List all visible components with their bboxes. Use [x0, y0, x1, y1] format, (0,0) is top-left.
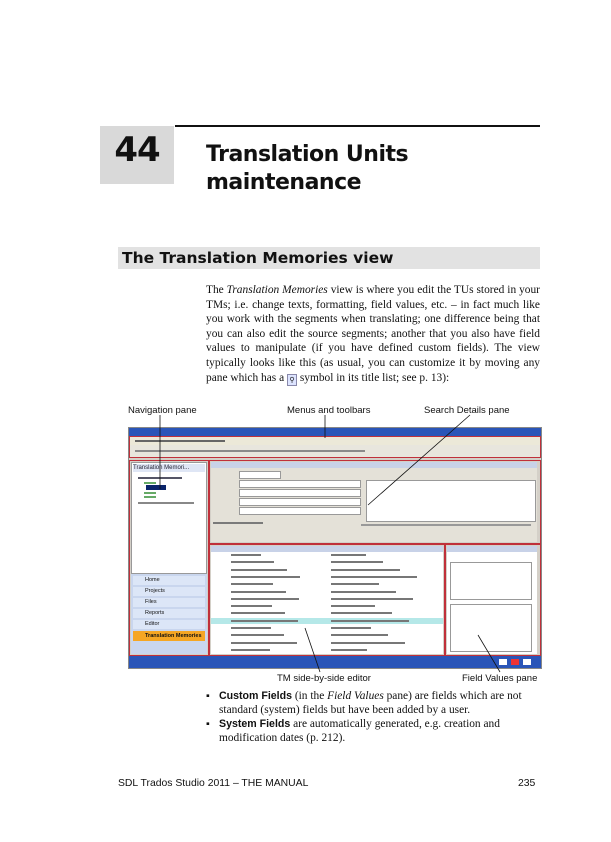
caption-search: Search Details pane	[424, 405, 510, 416]
nav-button-editor[interactable]: Editor	[133, 620, 205, 629]
chapter-title-line1: Translation Units	[206, 142, 409, 167]
intro-text-2: view is where you edit the TUs stored in your TMs; i.e. change texts, formatting, field values, etc. – in fact much like you work with the segments when translating; one difference being that you can also edit the source segments; another that you also have field values to manipulate (if you have defined custom fields). The view typically looks like this (as usual, you can customize it by moving any pane which has a	[206, 284, 540, 384]
nav-button-projects[interactable]: Projects	[133, 587, 205, 596]
bullet-list	[206, 689, 540, 745]
pin-icon: ⚲	[287, 374, 297, 386]
chapter-number: 44	[114, 130, 160, 170]
bullet-system-fields: ▪ System Fields are automatically generated, e.g. creation and modification dates (p. 212).	[206, 718, 500, 744]
intro-text-3: symbol in its title list; see p. 13):	[296, 371, 450, 384]
section-title: The Translation Memories view	[122, 249, 394, 267]
page-number: 235	[518, 778, 536, 789]
nav-button-home[interactable]: Home	[133, 576, 205, 585]
caption-field-values: Field Values pane	[462, 673, 538, 684]
caption-editor: TM side-by-side editor	[277, 673, 371, 684]
navigation-title: Translation Memori...	[133, 464, 205, 472]
chapter-title-line2: maintenance	[206, 170, 362, 195]
nav-button-translation-memories[interactable]: Translation Memories	[133, 631, 205, 641]
nav-button-reports[interactable]: Reports	[133, 609, 205, 618]
intro-emphasis: Translation Memories	[226, 284, 328, 296]
caption-menus: Menus and toolbars	[287, 405, 371, 416]
nav-button-files[interactable]: Files	[133, 598, 205, 607]
footer-title: SDL Trados Studio 2011 – THE MANUAL	[118, 778, 309, 789]
caption-navigation: Navigation pane	[128, 405, 197, 416]
intro-text-1: The	[206, 284, 227, 296]
bullet-custom-fields: ▪ Custom Fields (in the Field Values pane) are fields which are not standard (system) fields but have been added by a user.	[206, 690, 522, 716]
